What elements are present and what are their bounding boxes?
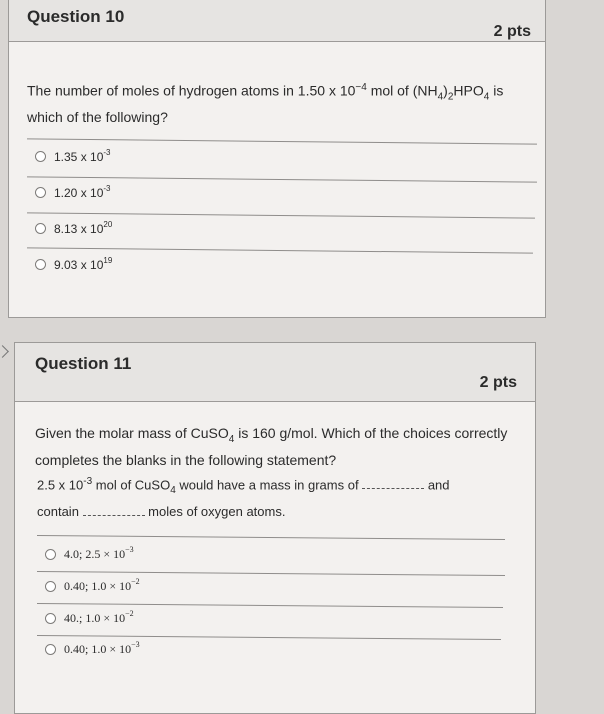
answer-label: 8.13 x $10^{20}$ bbox=[54, 220, 113, 236]
question-11-header bbox=[15, 343, 535, 402]
answer-option-3[interactable] bbox=[35, 221, 112, 236]
chevron-right-icon bbox=[0, 345, 9, 358]
answer-label: 9.03 x $10^{19}$ bbox=[54, 256, 113, 272]
radio-button[interactable] bbox=[45, 644, 56, 655]
question-10-header bbox=[9, 0, 545, 42]
answer-option-1[interactable] bbox=[45, 546, 134, 562]
question-11-points: 2 pts bbox=[479, 374, 517, 391]
question-10-title: Question 10 bbox=[27, 7, 125, 26]
question-10-stem: The number of moles of hydrogen atoms in 1.50 x $10^{-4}$ mol of $(NH_4)_2HPO_4$ is which of the following? bbox=[27, 82, 504, 126]
radio-button[interactable] bbox=[35, 223, 46, 234]
divider bbox=[27, 247, 533, 253]
answer-label: 1.35 x $10^{-3}$ bbox=[54, 148, 111, 164]
radio-button[interactable] bbox=[35, 151, 46, 162]
answer-label: 0.40; $1.0 \times 10^{-2}$ bbox=[64, 577, 140, 593]
answer-option-4[interactable] bbox=[45, 641, 140, 657]
radio-button[interactable] bbox=[35, 187, 46, 198]
divider bbox=[37, 535, 505, 540]
divider bbox=[27, 176, 537, 182]
answer-label: 40.; $1.0 \times 10^{-2}$ bbox=[64, 609, 134, 625]
question-11-card bbox=[14, 342, 536, 714]
divider bbox=[27, 212, 535, 218]
question-11-statement: 2.5 x $10^{-3}$ mol of CuSO$_4$ would have a mass in grams of and contain moles of oxygen atoms. bbox=[37, 476, 450, 519]
blank-moles bbox=[83, 515, 145, 516]
answer-option-3[interactable] bbox=[45, 610, 134, 626]
radio-button[interactable] bbox=[45, 549, 56, 560]
question-10-points: 2 pts bbox=[493, 23, 531, 40]
radio-button[interactable] bbox=[35, 259, 46, 270]
answer-label: 0.40; $1.0 \times 10^{-3}$ bbox=[64, 640, 140, 656]
divider bbox=[37, 571, 505, 576]
answer-option-2[interactable] bbox=[35, 185, 111, 200]
question-10-card bbox=[8, 0, 546, 318]
radio-button[interactable] bbox=[45, 581, 56, 592]
divider bbox=[37, 603, 503, 608]
question-11-stem: Given the molar mass of CuSO$_4$ is 160 g/mol. Which of the choices correctly completes the blanks in the following statement? bbox=[35, 425, 508, 468]
divider bbox=[27, 138, 537, 144]
answer-option-1[interactable] bbox=[35, 149, 111, 164]
radio-button[interactable] bbox=[45, 613, 56, 624]
question-11-title: Question 11 bbox=[35, 354, 132, 373]
blank-mass bbox=[362, 488, 424, 489]
answer-label: 1.20 x $10^{-3}$ bbox=[54, 184, 111, 200]
answer-option-4[interactable] bbox=[35, 257, 112, 272]
answer-option-2[interactable] bbox=[45, 578, 140, 594]
divider bbox=[37, 635, 501, 640]
answer-label: 4.0; $2.5 \times 10^{-3}$ bbox=[64, 545, 134, 561]
